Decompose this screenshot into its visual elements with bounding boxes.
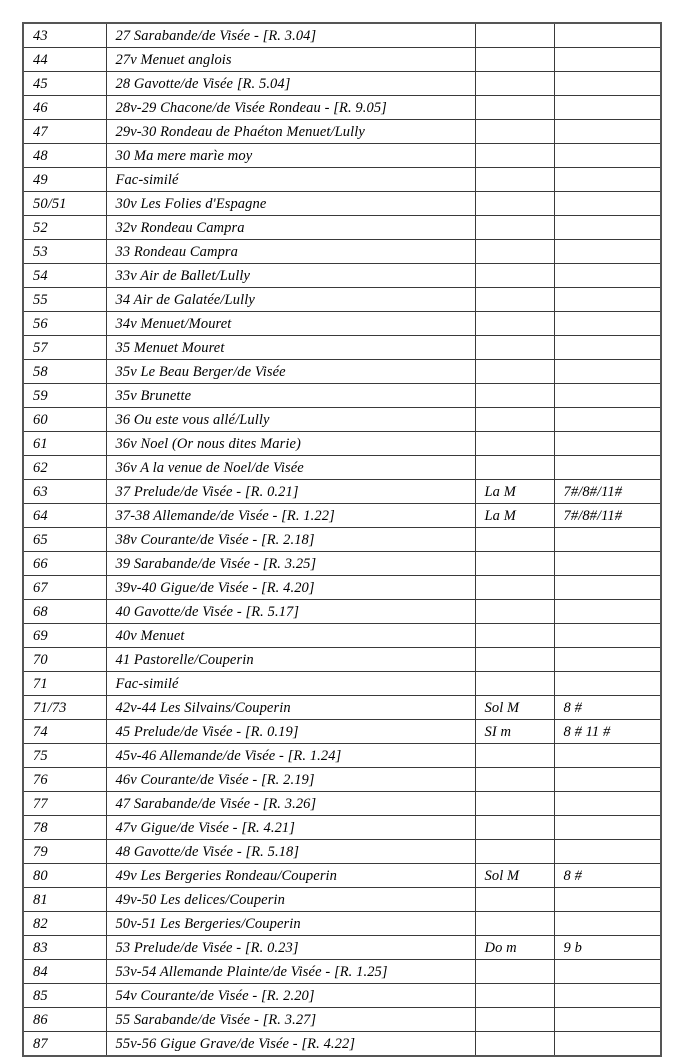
cell-key bbox=[475, 768, 554, 792]
cell-piece-title: 30v Les Folies d'Espagne bbox=[106, 192, 475, 216]
cell-key bbox=[475, 1008, 554, 1032]
cell-piece-title: 29v-30 Rondeau de Phaéton Menuet/Lully bbox=[106, 120, 475, 144]
cell-key bbox=[475, 552, 554, 576]
cell-piece-title: 35 Menuet Mouret bbox=[106, 336, 475, 360]
cell-page-number: 75 bbox=[23, 744, 106, 768]
table-row bbox=[23, 1032, 661, 1057]
cell-piece-title: 48 Gavotte/de Visée - [R. 5.18] bbox=[106, 840, 475, 864]
cell-tuning bbox=[554, 192, 661, 216]
cell-tuning bbox=[554, 432, 661, 456]
cell-page-number: 85 bbox=[23, 984, 106, 1008]
cell-piece-title: 50v-51 Les Bergeries/Couperin bbox=[106, 912, 475, 936]
cell-piece-title: 53v-54 Allemande Plainte/de Visée - [R. 1.25] bbox=[106, 960, 475, 984]
table-row bbox=[23, 480, 661, 504]
cell-tuning bbox=[554, 552, 661, 576]
cell-piece-title: 34 Air de Galatée/Lully bbox=[106, 288, 475, 312]
cell-piece-title: 47 Sarabande/de Visée - [R. 3.26] bbox=[106, 792, 475, 816]
cell-key bbox=[475, 96, 554, 120]
cell-page-number: 68 bbox=[23, 600, 106, 624]
cell-piece-title: 35v Le Beau Berger/de Visée bbox=[106, 360, 475, 384]
cell-key bbox=[475, 600, 554, 624]
cell-tuning bbox=[554, 264, 661, 288]
table-row bbox=[23, 48, 661, 72]
cell-piece-title: 37-38 Allemande/de Visée - [R. 1.22] bbox=[106, 504, 475, 528]
table-row bbox=[23, 216, 661, 240]
cell-key bbox=[475, 912, 554, 936]
cell-page-number: 77 bbox=[23, 792, 106, 816]
cell-key bbox=[475, 624, 554, 648]
cell-tuning bbox=[554, 744, 661, 768]
cell-piece-title: 41 Pastorelle/Couperin bbox=[106, 648, 475, 672]
cell-tuning bbox=[554, 840, 661, 864]
table-row bbox=[23, 120, 661, 144]
cell-key bbox=[475, 960, 554, 984]
cell-page-number: 86 bbox=[23, 1008, 106, 1032]
table-row bbox=[23, 768, 661, 792]
cell-page-number: 64 bbox=[23, 504, 106, 528]
cell-tuning bbox=[554, 528, 661, 552]
cell-tuning bbox=[554, 96, 661, 120]
cell-tuning bbox=[554, 216, 661, 240]
cell-key bbox=[475, 672, 554, 696]
cell-piece-title: 53 Prelude/de Visée - [R. 0.23] bbox=[106, 936, 475, 960]
cell-page-number: 44 bbox=[23, 48, 106, 72]
cell-page-number: 58 bbox=[23, 360, 106, 384]
table-row bbox=[23, 96, 661, 120]
cell-page-number: 65 bbox=[23, 528, 106, 552]
table-row bbox=[23, 960, 661, 984]
table-row bbox=[23, 312, 661, 336]
table-row bbox=[23, 336, 661, 360]
cell-key bbox=[475, 264, 554, 288]
cell-page-number: 59 bbox=[23, 384, 106, 408]
table-row bbox=[23, 672, 661, 696]
cell-page-number: 50/51 bbox=[23, 192, 106, 216]
cell-piece-title: 28 Gavotte/de Visée [R. 5.04] bbox=[106, 72, 475, 96]
table-row bbox=[23, 984, 661, 1008]
cell-key bbox=[475, 1032, 554, 1057]
cell-piece-title: 35v Brunette bbox=[106, 384, 475, 408]
cell-key bbox=[475, 792, 554, 816]
cell-tuning bbox=[554, 624, 661, 648]
cell-tuning bbox=[554, 1032, 661, 1057]
cell-piece-title: 42v-44 Les Silvains/Couperin bbox=[106, 696, 475, 720]
cell-page-number: 47 bbox=[23, 120, 106, 144]
cell-page-number: 80 bbox=[23, 864, 106, 888]
cell-tuning bbox=[554, 456, 661, 480]
cell-tuning bbox=[554, 888, 661, 912]
cell-tuning bbox=[554, 600, 661, 624]
cell-key bbox=[475, 648, 554, 672]
cell-key: SI m bbox=[475, 720, 554, 744]
catalog-table-body bbox=[23, 23, 661, 1056]
cell-page-number: 67 bbox=[23, 576, 106, 600]
cell-piece-title: 27v Menuet anglois bbox=[106, 48, 475, 72]
table-row bbox=[23, 23, 661, 48]
cell-tuning bbox=[554, 48, 661, 72]
cell-key bbox=[475, 384, 554, 408]
cell-piece-title: 28v-29 Chacone/de Visée Rondeau - [R. 9.05] bbox=[106, 96, 475, 120]
cell-page-number: 87 bbox=[23, 1032, 106, 1057]
table-row bbox=[23, 408, 661, 432]
cell-key bbox=[475, 840, 554, 864]
cell-piece-title: 36 Ou este vous allé/Lully bbox=[106, 408, 475, 432]
cell-tuning bbox=[554, 144, 661, 168]
cell-key bbox=[475, 576, 554, 600]
table-row bbox=[23, 168, 661, 192]
cell-page-number: 61 bbox=[23, 432, 106, 456]
cell-key bbox=[475, 336, 554, 360]
cell-page-number: 56 bbox=[23, 312, 106, 336]
cell-tuning bbox=[554, 360, 661, 384]
cell-piece-title: 36v A la venue de Noel/de Visée bbox=[106, 456, 475, 480]
cell-piece-title: 39v-40 Gigue/de Visée - [R. 4.20] bbox=[106, 576, 475, 600]
cell-key bbox=[475, 23, 554, 48]
cell-key bbox=[475, 432, 554, 456]
cell-key bbox=[475, 312, 554, 336]
table-row bbox=[23, 360, 661, 384]
cell-tuning bbox=[554, 23, 661, 48]
cell-piece-title: Fac-similé bbox=[106, 168, 475, 192]
table-row bbox=[23, 864, 661, 888]
cell-tuning bbox=[554, 288, 661, 312]
table-row bbox=[23, 696, 661, 720]
cell-key bbox=[475, 408, 554, 432]
cell-page-number: 81 bbox=[23, 888, 106, 912]
cell-page-number: 63 bbox=[23, 480, 106, 504]
cell-key: Sol M bbox=[475, 696, 554, 720]
table-row bbox=[23, 192, 661, 216]
cell-page-number: 79 bbox=[23, 840, 106, 864]
cell-page-number: 69 bbox=[23, 624, 106, 648]
cell-key bbox=[475, 528, 554, 552]
cell-page-number: 62 bbox=[23, 456, 106, 480]
table-row bbox=[23, 744, 661, 768]
cell-piece-title: 33v Air de Ballet/Lully bbox=[106, 264, 475, 288]
cell-key: Do m bbox=[475, 936, 554, 960]
cell-page-number: 66 bbox=[23, 552, 106, 576]
table-row bbox=[23, 936, 661, 960]
table-row bbox=[23, 384, 661, 408]
cell-piece-title: Fac-similé bbox=[106, 672, 475, 696]
cell-key bbox=[475, 816, 554, 840]
table-row bbox=[23, 144, 661, 168]
catalog-table bbox=[22, 22, 662, 1057]
table-row bbox=[23, 624, 661, 648]
cell-tuning bbox=[554, 336, 661, 360]
cell-piece-title: 47v Gigue/de Visée - [R. 4.21] bbox=[106, 816, 475, 840]
table-row bbox=[23, 432, 661, 456]
cell-piece-title: 36v Noel (Or nous dites Marie) bbox=[106, 432, 475, 456]
cell-piece-title: 45v-46 Allemande/de Visée - [R. 1.24] bbox=[106, 744, 475, 768]
cell-piece-title: 46v Courante/de Visée - [R. 2.19] bbox=[106, 768, 475, 792]
cell-piece-title: 45 Prelude/de Visée - [R. 0.19] bbox=[106, 720, 475, 744]
cell-key bbox=[475, 240, 554, 264]
table-row bbox=[23, 816, 661, 840]
cell-tuning bbox=[554, 768, 661, 792]
table-row bbox=[23, 912, 661, 936]
cell-page-number: 74 bbox=[23, 720, 106, 744]
cell-tuning bbox=[554, 312, 661, 336]
cell-tuning: 8 # bbox=[554, 696, 661, 720]
table-row bbox=[23, 456, 661, 480]
cell-page-number: 49 bbox=[23, 168, 106, 192]
cell-piece-title: 39 Sarabande/de Visée - [R. 3.25] bbox=[106, 552, 475, 576]
table-row bbox=[23, 1008, 661, 1032]
cell-page-number: 71/73 bbox=[23, 696, 106, 720]
cell-page-number: 76 bbox=[23, 768, 106, 792]
cell-tuning bbox=[554, 384, 661, 408]
cell-tuning: 9 b bbox=[554, 936, 661, 960]
table-row bbox=[23, 792, 661, 816]
cell-key bbox=[475, 984, 554, 1008]
cell-piece-title: 49v-50 Les delices/Couperin bbox=[106, 888, 475, 912]
cell-piece-title: 40 Gavotte/de Visée - [R. 5.17] bbox=[106, 600, 475, 624]
cell-key bbox=[475, 216, 554, 240]
cell-piece-title: 38v Courante/de Visée - [R. 2.18] bbox=[106, 528, 475, 552]
cell-page-number: 48 bbox=[23, 144, 106, 168]
cell-piece-title: 37 Prelude/de Visée - [R. 0.21] bbox=[106, 480, 475, 504]
cell-page-number: 45 bbox=[23, 72, 106, 96]
cell-tuning bbox=[554, 240, 661, 264]
cell-key: La M bbox=[475, 480, 554, 504]
cell-page-number: 71 bbox=[23, 672, 106, 696]
table-row bbox=[23, 840, 661, 864]
cell-tuning bbox=[554, 816, 661, 840]
cell-page-number: 54 bbox=[23, 264, 106, 288]
cell-piece-title: 33 Rondeau Campra bbox=[106, 240, 475, 264]
cell-piece-title: 32v Rondeau Campra bbox=[106, 216, 475, 240]
table-row bbox=[23, 552, 661, 576]
cell-tuning bbox=[554, 1008, 661, 1032]
cell-piece-title: 55 Sarabande/de Visée - [R. 3.27] bbox=[106, 1008, 475, 1032]
cell-page-number: 46 bbox=[23, 96, 106, 120]
cell-tuning bbox=[554, 72, 661, 96]
table-row bbox=[23, 288, 661, 312]
cell-page-number: 78 bbox=[23, 816, 106, 840]
table-row bbox=[23, 648, 661, 672]
cell-tuning bbox=[554, 984, 661, 1008]
cell-tuning: 7#/8#/11# bbox=[554, 480, 661, 504]
table-row bbox=[23, 504, 661, 528]
table-row bbox=[23, 264, 661, 288]
cell-tuning bbox=[554, 648, 661, 672]
cell-key bbox=[475, 360, 554, 384]
cell-page-number: 53 bbox=[23, 240, 106, 264]
cell-page-number: 70 bbox=[23, 648, 106, 672]
cell-piece-title: 40v Menuet bbox=[106, 624, 475, 648]
cell-piece-title: 54v Courante/de Visée - [R. 2.20] bbox=[106, 984, 475, 1008]
cell-page-number: 83 bbox=[23, 936, 106, 960]
cell-tuning: 7#/8#/11# bbox=[554, 504, 661, 528]
cell-piece-title: 55v-56 Gigue Grave/de Visée - [R. 4.22] bbox=[106, 1032, 475, 1057]
cell-key bbox=[475, 744, 554, 768]
cell-key bbox=[475, 168, 554, 192]
cell-key: Sol M bbox=[475, 864, 554, 888]
cell-piece-title: 27 Sarabande/de Visée - [R. 3.04] bbox=[106, 23, 475, 48]
cell-tuning: 8 # 11 # bbox=[554, 720, 661, 744]
cell-piece-title: 49v Les Bergeries Rondeau/Couperin bbox=[106, 864, 475, 888]
table-row bbox=[23, 600, 661, 624]
cell-key bbox=[475, 456, 554, 480]
cell-tuning bbox=[554, 120, 661, 144]
cell-key bbox=[475, 888, 554, 912]
cell-page-number: 60 bbox=[23, 408, 106, 432]
table-row bbox=[23, 72, 661, 96]
cell-tuning: 8 # bbox=[554, 864, 661, 888]
cell-key bbox=[475, 192, 554, 216]
cell-key bbox=[475, 120, 554, 144]
cell-key: La M bbox=[475, 504, 554, 528]
table-row bbox=[23, 888, 661, 912]
cell-page-number: 43 bbox=[23, 23, 106, 48]
cell-key bbox=[475, 288, 554, 312]
cell-tuning bbox=[554, 168, 661, 192]
cell-piece-title: 34v Menuet/Mouret bbox=[106, 312, 475, 336]
cell-piece-title: 30 Ma mere marìe moy bbox=[106, 144, 475, 168]
cell-page-number: 84 bbox=[23, 960, 106, 984]
cell-page-number: 57 bbox=[23, 336, 106, 360]
cell-tuning bbox=[554, 792, 661, 816]
cell-page-number: 52 bbox=[23, 216, 106, 240]
cell-tuning bbox=[554, 408, 661, 432]
table-row bbox=[23, 720, 661, 744]
cell-page-number: 82 bbox=[23, 912, 106, 936]
cell-tuning bbox=[554, 672, 661, 696]
table-row bbox=[23, 240, 661, 264]
cell-tuning bbox=[554, 912, 661, 936]
cell-tuning bbox=[554, 960, 661, 984]
table-row bbox=[23, 528, 661, 552]
cell-key bbox=[475, 144, 554, 168]
cell-page-number: 55 bbox=[23, 288, 106, 312]
cell-key bbox=[475, 48, 554, 72]
table-row bbox=[23, 576, 661, 600]
cell-tuning bbox=[554, 576, 661, 600]
cell-key bbox=[475, 72, 554, 96]
